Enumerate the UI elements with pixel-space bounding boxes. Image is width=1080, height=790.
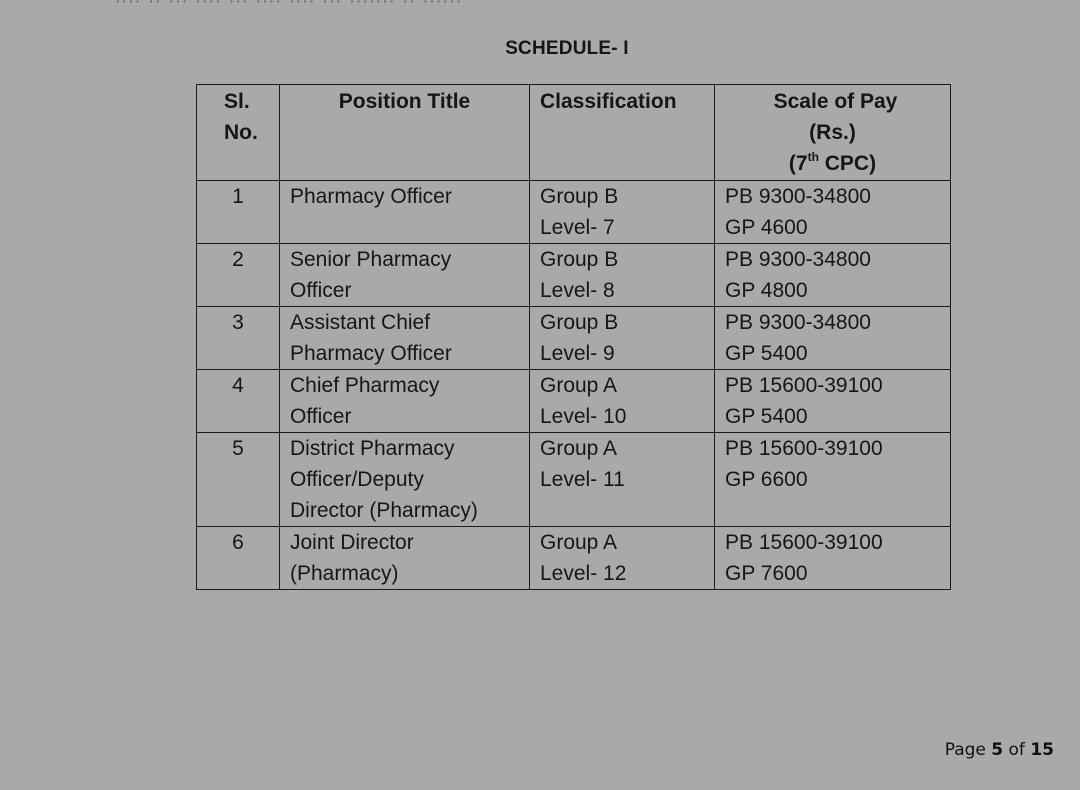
cell-position-title: Joint Director (Pharmacy): [280, 527, 530, 590]
table-row: [197, 244, 951, 307]
header-sl-no: Sl. No.: [197, 85, 280, 181]
schedule-table: [196, 84, 951, 590]
cell-scale-of-pay: PB 15600-39100 GP 6600: [715, 433, 951, 527]
cell-scale-of-pay: PB 9300-34800 GP 4800: [715, 244, 951, 307]
cell-classification: Group A Level- 12: [530, 527, 715, 590]
table-row: [197, 370, 951, 433]
cell-classification: Group B Level- 8: [530, 244, 715, 307]
cell-sl-no: 1: [197, 181, 280, 244]
cell-classification: Group A Level- 10: [530, 370, 715, 433]
table-row: [197, 527, 951, 590]
table-row: [197, 307, 951, 370]
table-body: [197, 181, 951, 590]
cell-classification: Group A Level- 11: [530, 433, 715, 527]
header-classification: Classification: [530, 85, 715, 181]
table-row: [197, 181, 951, 244]
header-scale-of-pay: Scale of Pay (Rs.) (7th CPC): [715, 85, 951, 181]
cell-sl-no: 2: [197, 244, 280, 307]
cell-position-title: Assistant Chief Pharmacy Officer: [280, 307, 530, 370]
cell-scale-of-pay: PB 15600-39100 GP 5400: [715, 370, 951, 433]
page-number-footer: Page 5 of 15: [944, 740, 1054, 760]
cell-sl-no: 3: [197, 307, 280, 370]
schedule-title: SCHEDULE- I: [505, 38, 629, 59]
cropped-text-line: [115, 0, 675, 6]
cell-scale-of-pay: PB 9300-34800 GP 5400: [715, 307, 951, 370]
cell-position-title: District Pharmacy Officer/Deputy Director (Pharmacy): [280, 433, 530, 527]
cell-position-title: Pharmacy Officer: [280, 181, 530, 244]
cell-scale-of-pay: PB 15600-39100 GP 7600: [715, 527, 951, 590]
cell-position-title: Chief Pharmacy Officer: [280, 370, 530, 433]
cell-classification: Group B Level- 9: [530, 307, 715, 370]
cell-sl-no: 5: [197, 433, 280, 527]
table-header-row: [197, 85, 951, 181]
cell-classification: Group B Level- 7: [530, 181, 715, 244]
header-position-title: Position Title: [280, 85, 530, 181]
cell-position-title: Senior Pharmacy Officer: [280, 244, 530, 307]
cell-sl-no: 4: [197, 370, 280, 433]
cell-sl-no: 6: [197, 527, 280, 590]
cell-scale-of-pay: PB 9300-34800 GP 4600: [715, 181, 951, 244]
table-row: [197, 433, 951, 527]
